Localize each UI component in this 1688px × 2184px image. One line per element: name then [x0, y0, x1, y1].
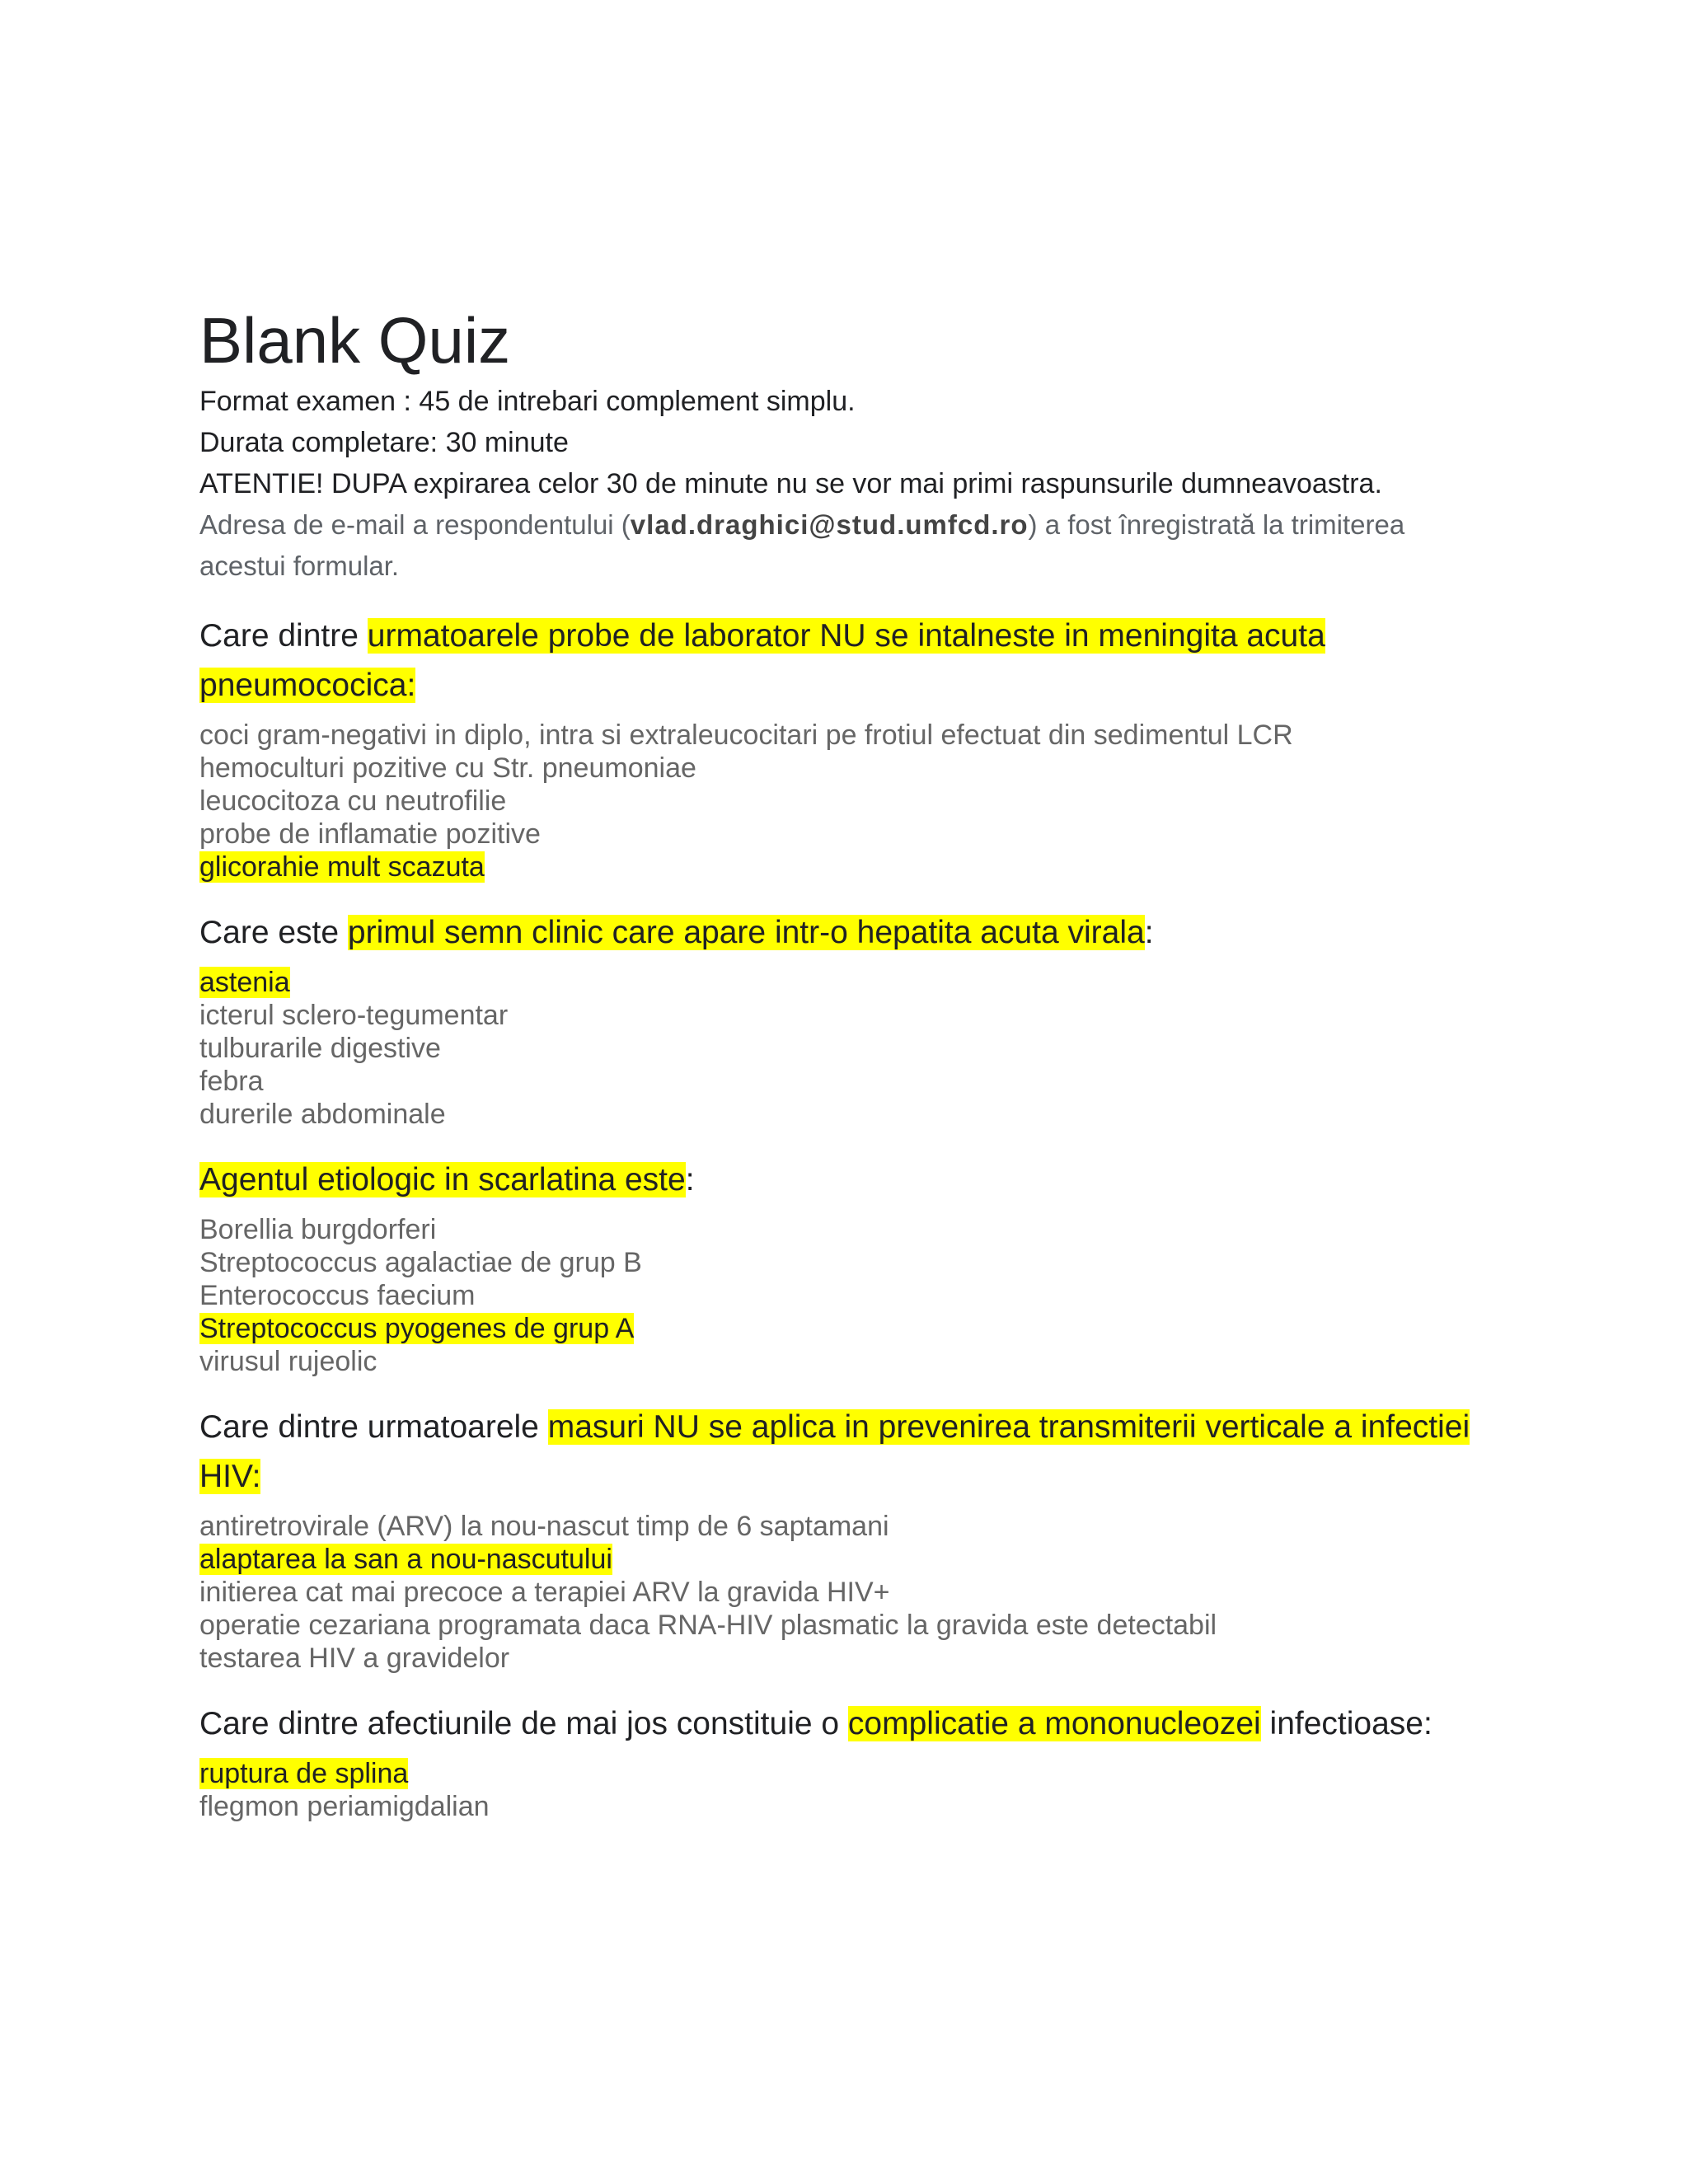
- correct-option: [199, 966, 1485, 999]
- option-label: probe de inflamatie pozitive: [199, 818, 541, 850]
- option-label: astenia: [199, 967, 290, 998]
- correct-option: [199, 1757, 1485, 1790]
- page-title: Blank Quiz: [199, 304, 511, 377]
- answer-option: [199, 1510, 1485, 1543]
- option-label: flegmon periamigdalian: [199, 1791, 490, 1822]
- respondent-email: vlad.draghici@stud.umfcd.ro: [630, 509, 1029, 540]
- option-label: Enterococcus faecium: [199, 1280, 476, 1311]
- answer-option: [199, 1032, 1485, 1065]
- option-list: [199, 1213, 1485, 1378]
- option-label: tulburarile digestive: [199, 1033, 441, 1064]
- option-list: [199, 1510, 1485, 1675]
- answer-option: [199, 1576, 1485, 1609]
- question-suffix: :: [1144, 915, 1154, 950]
- option-label: leucocitoza cu neutrofilie: [199, 785, 507, 817]
- question-highlight: primul semn clinic care apare intr-o hepatita acuta virala: [347, 915, 1145, 950]
- option-label: hemoculturi pozitive cu Str. pneumoniae: [199, 752, 696, 784]
- email-note-prefix: Adresa de e-mail a respondentului (: [199, 509, 631, 540]
- question-highlight: complicatie a mononucleozei: [847, 1706, 1261, 1741]
- question-text: [199, 1155, 1485, 1205]
- answer-option: [199, 818, 1485, 851]
- option-label: operatie cezariana programata daca RNA-HIV plasmatic la gravida este detectabil: [199, 1610, 1217, 1641]
- option-label: Streptococcus pyogenes de grup A: [199, 1313, 635, 1344]
- question-text: [199, 612, 1485, 710]
- question-block: [199, 908, 1485, 1131]
- correct-option: [199, 1312, 1485, 1345]
- question-list: [199, 612, 1485, 1823]
- question-block: [199, 1403, 1485, 1675]
- answer-option: [199, 999, 1485, 1032]
- option-label: ruptura de splina: [199, 1758, 409, 1789]
- answer-option: [199, 1642, 1485, 1675]
- question-text: [199, 908, 1485, 958]
- question-block: [199, 612, 1485, 883]
- answer-option: [199, 785, 1485, 818]
- option-list: [199, 1757, 1485, 1823]
- option-label: durerile abdominale: [199, 1099, 446, 1130]
- question-text: [199, 1699, 1485, 1749]
- option-label: febra: [199, 1066, 264, 1097]
- option-label: coci gram-negativi in diplo, intra si extraleucocitari pe frotiul efectuat din sedimentul LCR: [199, 719, 1293, 751]
- option-label: virusul rujeolic: [199, 1346, 377, 1377]
- question-prefix: Care dintre afectiunile de mai jos constituie o: [199, 1706, 848, 1741]
- option-list: [199, 966, 1485, 1131]
- question-highlight: urmatoarele probe de laborator NU se intalneste in meningita acuta pneumococica:: [199, 618, 1325, 703]
- email-note-suffix: ) a fost înregistrată la trimiterea acestui formular.: [199, 509, 1405, 581]
- question-prefix: Care dintre urmatoarele: [199, 1409, 548, 1445]
- question-prefix: Care este: [199, 915, 348, 950]
- question-suffix: infectioase:: [1260, 1706, 1432, 1741]
- answer-option: [199, 1345, 1485, 1378]
- exam-warning: ATENTIE! DUPA expirarea celor 30 de minute nu se vor mai primi raspunsurile dumneavoastra.: [199, 468, 1382, 499]
- quiz-page: [199, 303, 1485, 1823]
- option-label: alaptarea la san a nou-nascutului: [199, 1544, 612, 1575]
- answer-option: [199, 1790, 1485, 1823]
- exam-format: Format examen : 45 de intrebari complement simplu.: [199, 386, 856, 417]
- answer-option: [199, 1609, 1485, 1642]
- option-label: initierea cat mai precoce a terapiei ARV la gravida HIV+: [199, 1577, 890, 1608]
- answer-option: [199, 1213, 1485, 1246]
- option-list: [199, 719, 1485, 883]
- correct-option: [199, 1543, 1485, 1576]
- question-prefix: Care dintre: [199, 618, 368, 654]
- answer-option: [199, 1065, 1485, 1098]
- option-label: icterul sclero-tegumentar: [199, 1000, 509, 1031]
- answer-option: [199, 1279, 1485, 1312]
- option-label: Borellia burgdorferi: [199, 1214, 437, 1245]
- option-label: antiretrovirale (ARV) la nou-nascut timp de 6 saptamani: [199, 1511, 889, 1542]
- correct-option: [199, 851, 1485, 883]
- email-note: [199, 504, 1485, 587]
- option-label: glicorahie mult scazuta: [199, 851, 485, 883]
- question-block: [199, 1155, 1485, 1378]
- option-label: testarea HIV a gravidelor: [199, 1643, 510, 1674]
- answer-option: [199, 1098, 1485, 1131]
- answer-option: [199, 719, 1485, 752]
- answer-option: [199, 752, 1485, 785]
- question-highlight: Agentul etiologic in scarlatina este: [199, 1162, 686, 1197]
- question-suffix: :: [685, 1162, 695, 1197]
- option-label: Streptococcus agalactiae de grup B: [199, 1247, 642, 1278]
- question-block: [199, 1699, 1485, 1823]
- question-highlight: masuri NU se aplica in prevenirea transmiterii verticale a infectiei HIV:: [199, 1409, 1470, 1494]
- exam-duration: Durata completare: 30 minute: [199, 427, 569, 458]
- question-text: [199, 1403, 1485, 1502]
- answer-option: [199, 1246, 1485, 1279]
